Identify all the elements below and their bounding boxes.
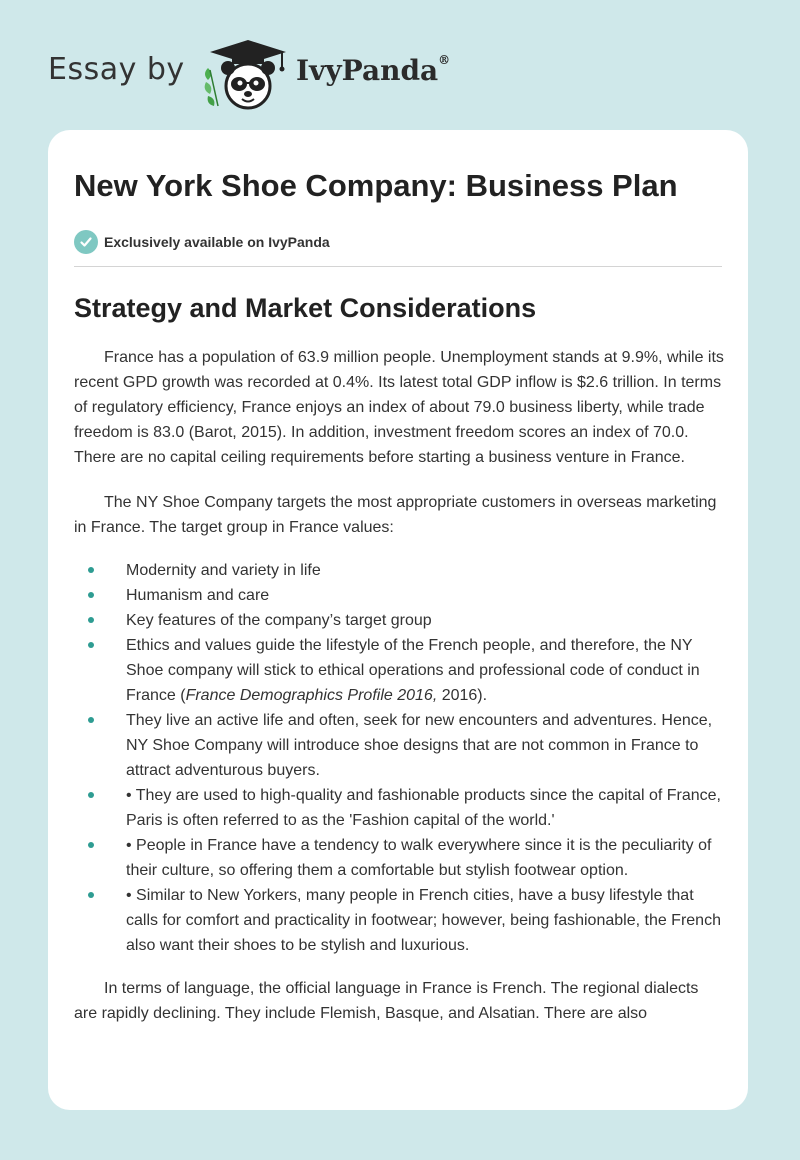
bullet-icon (88, 617, 94, 623)
exclusive-badge (74, 230, 724, 254)
essay-card (48, 130, 748, 1110)
list-item: Modernity and variety in life (74, 558, 724, 583)
bullet-icon (88, 642, 94, 648)
divider (74, 266, 722, 267)
bullet-icon (88, 717, 94, 723)
bullet-icon (88, 892, 94, 898)
bullet-icon (88, 592, 94, 598)
brand-name[interactable]: IvyPanda® (296, 52, 451, 87)
panda-mascot-icon (200, 36, 296, 112)
ivypanda-logo[interactable] (200, 36, 296, 112)
values-list (74, 558, 724, 958)
list-item: Humanism and care (74, 583, 724, 608)
paragraph: In terms of language, the official language in France is French. The regional dialects are rapidly declining. They include Flemish, Basque, and Alsatian. There are also (74, 980, 699, 1022)
list-item: They live an active life and often, seek for new encounters and adventures. Hence, NY Shoe Company will introduce shoe designs that are not common in France to attract adventurous buyers. (74, 708, 724, 783)
citation-title: France Demographics Profile 2016, (185, 687, 438, 704)
site-header (0, 0, 800, 130)
paragraph: The NY Shoe Company targets the most appropriate customers in overseas marketing in France. The target group in France values: (74, 494, 717, 536)
essay-by-label: Essay by (48, 52, 185, 87)
bullet-icon (88, 842, 94, 848)
check-icon (74, 230, 98, 254)
page-title: New York Shoe Company: Business Plan (74, 168, 678, 203)
bullet-icon (88, 567, 94, 573)
list-item: • They are used to high-quality and fashionable products since the capital of France, Paris is often referred to as the 'Fashion capital of the world.' (74, 783, 724, 833)
paragraph: France has a population of 63.9 million people. Unemployment stands at 9.9%, while its recent GPD growth was recorded at 0.4%. Its latest total GDP inflow is $2.6 trillion. In terms of regulatory efficiency, France enjoys an index of about 79.0 business liberty, while trade freedom is 83.0 (Barot, 2015). In addition, investment freedom scores an index of 70.0. There are no capital ceiling requirements before starting a business venture in France. (74, 349, 724, 466)
bullet-icon (88, 792, 94, 798)
list-item: • Similar to New Yorkers, many people in French cities, have a busy lifestyle that calls for comfort and practicality in footwear; however, being fashionable, the French also want their shoes to be stylish and luxurious. (74, 883, 724, 958)
list-item: Ethics and values guide the lifestyle of the French people, and therefore, the NY Shoe company will stick to ethical operations and professional code of conduct in France (France Demographics Profile 2016, 2016). (74, 633, 724, 708)
section-heading: Strategy and Market Considerations (74, 293, 537, 323)
exclusive-label: Exclusively available on IvyPanda (104, 234, 330, 250)
list-item: Key features of the company’s target group (74, 608, 724, 633)
list-item: • People in France have a tendency to walk everywhere since it is the peculiarity of their culture, so offering them a comfortable but stylish footwear option. (74, 833, 724, 883)
